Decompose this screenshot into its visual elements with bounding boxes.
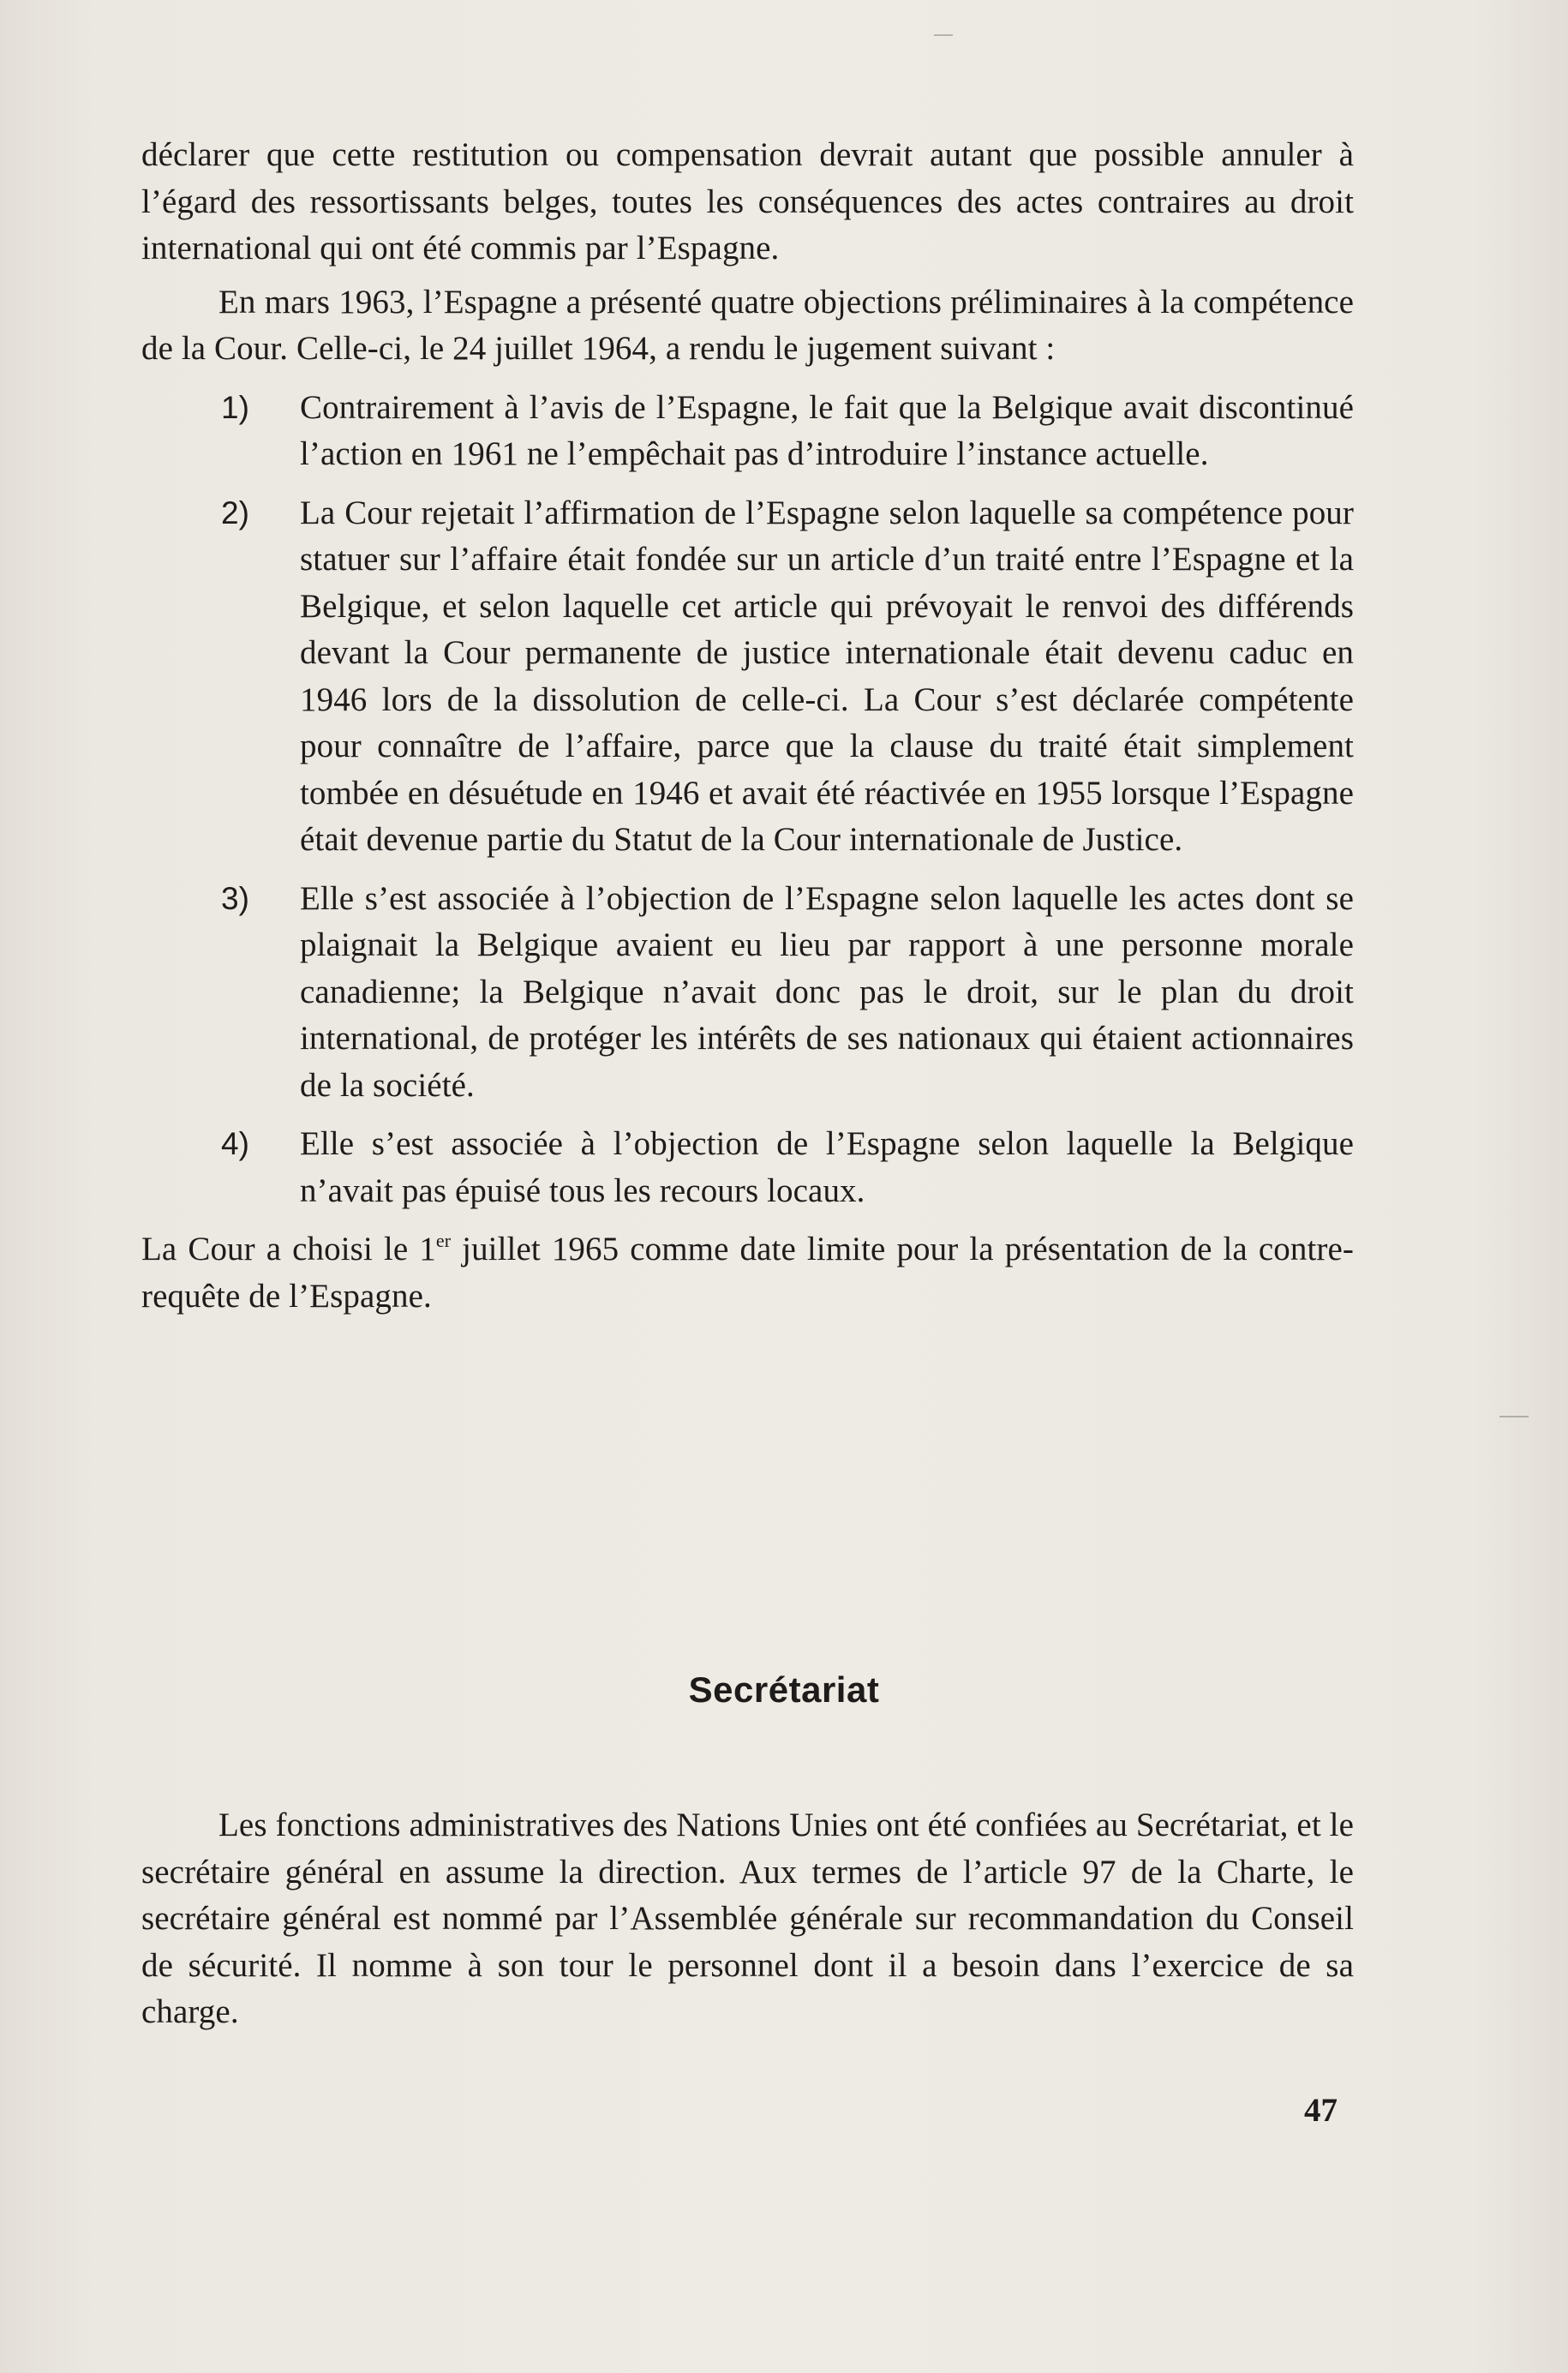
list-item-number: 3)	[221, 880, 250, 916]
main-text-block	[141, 132, 1354, 1320]
ordinal-superscript: er	[435, 1230, 452, 1251]
list-item	[141, 490, 1354, 864]
closing-text-end: juillet 1965 comme date limite pour la présentation de la contre-requête de l’Espagne.	[141, 1231, 1354, 1315]
opening-paragraph: déclarer que cette restitution ou compensation devrait autant que possible annuler à l’égard des ressortissants belges, toutes les conséquences des actes contraires au droit international qui ont été commis par l’Espagne.	[141, 136, 1354, 267]
closing-paragraph	[141, 1226, 1354, 1320]
list-item-text: Elle s’est associée à l’objection de l’Espagne selon laquelle la Belgique n’avait pas épuisé tous les recours locaux.	[300, 1125, 1354, 1209]
paragraph-march-1963: En mars 1963, l’Espagne a présenté quatre objections préliminaires à la compétence de la Cour. Celle-ci, le 24 juillet 1964, a rendu le jugement suivant :	[141, 283, 1354, 367]
closing-text-start: La Cour a choisi le 1	[141, 1231, 436, 1267]
list-item-text: Contrairement à l’avis de l’Espagne, le fait que la Belgique avait discontinué l’action en 1961 ne l’empêchait pas d’introduire l’instance actuelle.	[300, 388, 1354, 472]
section-text-block	[141, 1802, 1354, 2036]
list-item-text: Elle s’est associée à l’objection de l’Espagne selon laquelle les actes dont se plaignait la Belgique avaient eu lieu par rapport à une personne morale canadienne; la Belgique n’avait donc pas le droit, sur le plan du droit international, de protéger les intérêts de ses nationaux qui étaient actionnaires de la société.	[300, 879, 1354, 1104]
judgment-list	[141, 385, 1354, 1215]
page-number: 47	[1304, 2092, 1338, 2129]
scan-edge-mark	[1499, 1416, 1529, 1417]
scan-mark	[934, 34, 953, 36]
secretariat-paragraph: Les fonctions administratives des Nations Unies ont été confiées au Secrétariat, et le secrétaire général en assume la direction. Aux termes de l’article 97 de la Charte, le secrétaire général est nommé par l’Assemblée générale sur recommandation du Conseil de sécurité. Il nomme à son tour le personnel dont il a besoin dans l’exercice de sa charge.	[141, 1807, 1354, 2030]
list-item-number: 4)	[221, 1126, 250, 1161]
list-item	[141, 876, 1354, 1110]
list-item	[141, 1121, 1354, 1214]
list-item-text: La Cour rejetait l’affirmation de l’Espagne selon laquelle sa compétence pour statuer sur l’affaire était fondée sur un article d’un traité entre l’Espagne et la Belgique, et selon laquelle cet article qui prévoyait le renvoi des différends devant la Cour permanente de justice internationale était devenu caduc en 1946 lors de la dissolution de celle-ci. La Cour s’est déclarée compétente pour connaître de l’affaire, parce que la clause du traité était simplement tombée en désuétude en 1946 et avait été réactivée en 1955 lorsque l’Espagne était devenue partie du Statut de la Cour internationale de Justice.	[300, 494, 1354, 858]
list-item-number: 2)	[221, 494, 250, 530]
list-item	[141, 385, 1354, 478]
list-item-number: 1)	[221, 389, 250, 425]
section-title: Secrétariat	[688, 1669, 880, 1710]
